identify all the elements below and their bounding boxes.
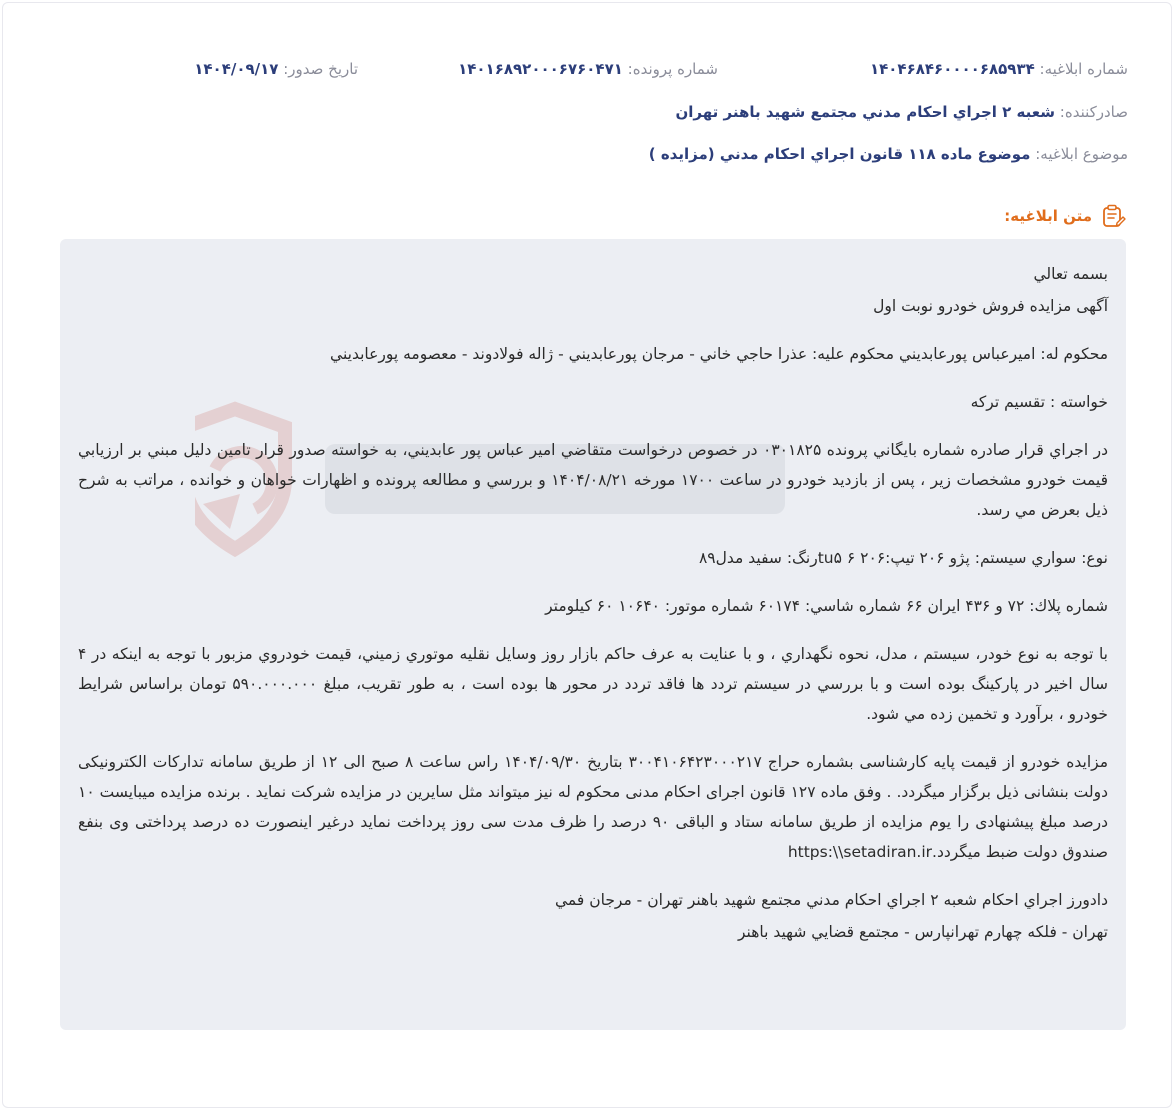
notice-text [78,259,1108,947]
case-number-label: شماره پرونده: [627,60,718,78]
notice-number-label: شماره ابلاغیه: [1039,60,1128,78]
notice-content-box [60,239,1126,1030]
case-number-value: ۱۴۰۱۶۸۹۲۰۰۰۶۷۶۰۴۷۱ [458,60,623,78]
notice-paragraph-claim: خواسته : تقسيم ترکه [970,393,1108,411]
notice-document-icon [1100,203,1126,229]
issue-date-value: ۱۴۰۴/۰۹/۱۷ [194,60,279,78]
notice-paragraph-order: در اجراي قرار صادره شماره بايگاني پرونده ۰۳۰۱۸۲۵ در خصوص درخواست متقاضي امير عباس پور عابديني، به خواسته صدور قرار تامين دليل مبني بر ارزيابي قيمت خودرو مشخصات زير ، پس از بازديد خودرو در ساعت ۱۷۰۰ مورخه ۱۴۰۴/۰۸/۲۱ و بررسي و مطالعه پرونده و اظهارات خواهان و خوانده ، مراتب به شرح ذيل بعرض مي رسد. [78,441,1108,519]
case-number [358,58,718,80]
notice-paragraph-address: تهران - فلکه چهارم تهرانپارس - مجتمع قضايي شهيد باهنر [738,923,1108,941]
notice-number-value: ۱۴۰۴۶۸۴۶۰۰۰۰۶۸۵۹۳۴ [869,60,1035,78]
notice-paragraph-vehicle-type: نوع: سواري سيستم: پژو ۲۰۶ تيپ:۲۰۶ ۶ tu۵رنگ: سفيد مدل۸۹ [698,549,1108,567]
notice-paragraph-title: آگهی مزایده فروش خودرو نوبت اول [873,297,1108,315]
notice-paragraph-vehicle-ids: شماره پلاك: ۷۲ و ۴۳۶ ايران ۶۶ شماره شاسي: ۶۰۱۷۴ شماره موتور: ۱۰۶۴۰ ۶۰ کيلومتر [545,597,1108,615]
meta-row-numbers [40,58,1128,80]
issue-date-label: تاریخ صدور: [283,60,358,78]
section-heading [1004,203,1126,229]
issue-date [40,58,358,80]
meta-row-issuer [40,101,1128,123]
issuer-label: صادرکننده: [1059,103,1128,121]
notice-paragraph-parties: محکوم له: اميرعباس پورعابديني محکوم عليه: عذرا حاجي خاني - مرجان پورعابديني - ژاله فولادوند - معصومه پورعابديني [330,345,1108,363]
notice-number [718,58,1128,80]
meta-row-subject [40,143,1128,165]
subject-value: موضوع ماده ۱۱۸ قانون اجراي احکام مدني (مزايده ) [648,145,1031,163]
section-title: متن ابلاغیه: [1004,207,1092,225]
notice-paragraph-auction: مزایده خودرو از قیمت پایه کارشناسی بشماره حراج ۳۰۰۴۱۰۶۴۲۳۰۰۰۲۱۷ بتاریخ ۱۴۰۴/۰۹/۳۰ راس ساعت ۸ صبح الی ۱۲ از طریق سامانه تدارکات الکترونیکی دولت بنشانی ذیل برگزار میگردد. . وفق ماده ۱۲۷ قانون اجرای احکام مدنی محکوم له نیز میتواند مثل سایرین در مزایده شرکت نماید . برنده مزایده میبایست ۱۰ درصد مبلغ پیشنهادی را یوم مزایده از طریق سامانه ستاد و الباقی ۹۰ درصد را ظرف مدت سی روز پرداخت نماید درغیر اینصورت ده درصد پرداختی وی بنفع صندوق دولت ضبط میگردد.https:\\setadiran.ir [78,753,1109,861]
notice-paragraph-greeting: بسمه تعالي [1033,265,1108,283]
notice-paragraph-officer: دادورز اجراي احکام شعبه ۲ اجراي احکام مدني مجتمع شهيد باهنر تهران - مرجان فمي [555,891,1108,909]
notice-paragraph-valuation: با توجه به نوع خودر، سيستم ، مدل، نحوه نگهداري ، و با عنايت به عرف حاکم بازار روز وسايل نقليه موتوري زميني، قيمت خودروي مزبور با توجه به اينکه در ۴ سال اخير در پارکينگ بوده است و با بررسي در سيستم تردد ها فاقد تردد در محور ها بوده است ، به طور تقريب، مبلغ ۵۹۰.۰۰۰.۰۰۰ تومان براساس شرايط خودرو ، برآورد و تخمين زده مي شود. [78,645,1109,723]
issuer-value: شعبه ۲ اجراي احکام مدني مجتمع شهيد باهنر تهران [675,103,1055,121]
subject-label: موضوع ابلاغیه: [1035,145,1128,163]
